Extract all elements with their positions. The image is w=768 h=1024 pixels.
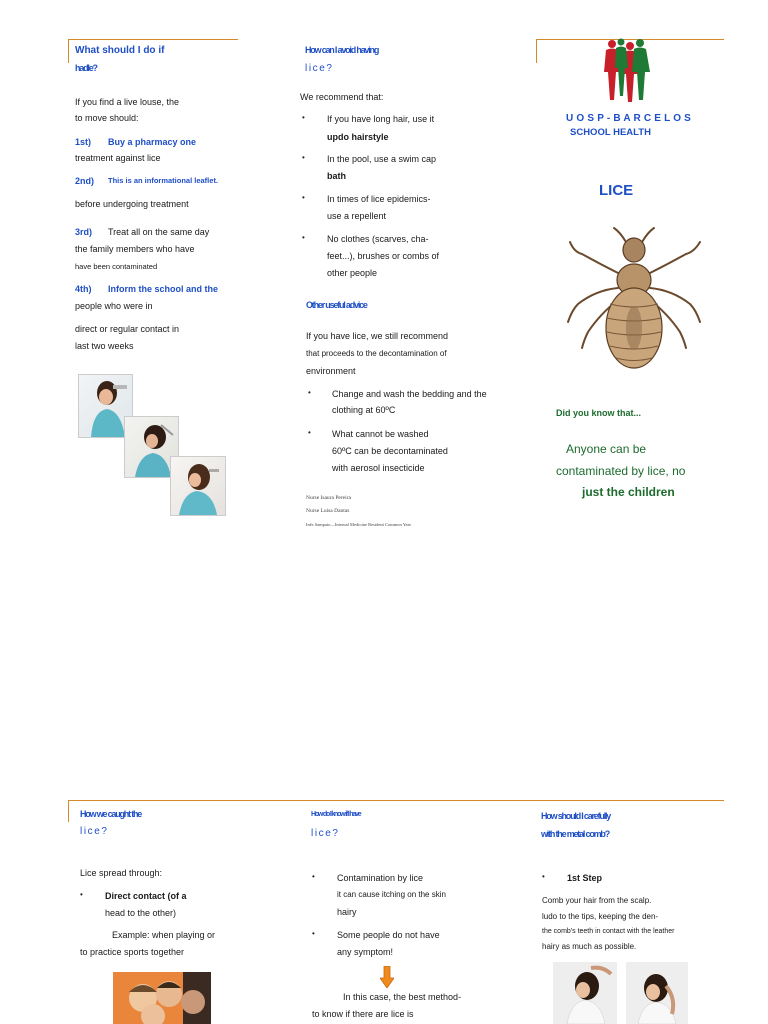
fact-line: just the children <box>582 485 675 499</box>
paragraph-line: the comb's teeth in contact with the leather <box>542 928 675 935</box>
paragraph-line: to know if there are lice is <box>312 1009 414 1019</box>
uosp-logo-icon <box>598 38 658 104</box>
section-heading-line2: with the metal comb? <box>541 829 610 839</box>
step-number: 3rd) <box>75 227 93 237</box>
step-text-cont: direct or regular contact in <box>75 324 180 334</box>
bullet-text: Direct contact (of a <box>105 891 187 901</box>
bullet-text-cont: any symptom! <box>337 947 394 957</box>
department-name: SCHOOL HEALTH <box>570 127 651 138</box>
accent-rule-vertical <box>68 800 69 822</box>
accent-rule-vertical <box>536 39 537 63</box>
credit-line: Nurse Isaura Pereira <box>306 495 351 501</box>
intro-line: If you find a live louse, the <box>75 97 180 107</box>
step-label: 1st Step <box>567 873 603 883</box>
section-heading-line2: hadle? <box>75 63 97 73</box>
bullet-text-cont: hairy <box>337 907 357 917</box>
step-number: 2nd) <box>75 176 94 186</box>
example-line: Example: when playing or <box>112 930 216 940</box>
bullet-text-cont: it can cause itching on the skin <box>337 890 446 899</box>
bullet-dot: • <box>542 872 545 881</box>
intro-line: to move should: <box>75 113 139 123</box>
step-text-cont: have been contaminated <box>75 262 158 271</box>
section-heading-line2: lice? <box>311 828 340 839</box>
paragraph-line: If you have lice, we still recommend <box>306 331 449 341</box>
section-heading: What should I do if <box>75 45 165 56</box>
section-heading: How can I avoid having <box>305 45 379 55</box>
bullet-text-cont: with aerosol insecticide <box>332 463 425 473</box>
bullet-text: What cannot be washed <box>332 429 429 439</box>
accent-rule <box>68 39 238 40</box>
photo-combing-step-2 <box>626 962 688 1024</box>
sub-heading: Other useful advice <box>306 300 367 310</box>
bullet-text-cont: use a repellent <box>327 211 387 221</box>
bullet-dot: • <box>308 428 311 437</box>
section-heading: How should I carefully <box>541 811 611 821</box>
photo-children-playing <box>113 972 211 1024</box>
step-text: Inform the school and the <box>108 284 219 294</box>
section-heading: How we caught the <box>80 809 142 819</box>
bullet-text: In times of lice epidemics- <box>327 194 431 204</box>
bullet-text-cont: 60ºC can be decontaminated <box>332 446 448 456</box>
bullet-text: No clothes (scarves, cha- <box>327 234 429 244</box>
step-text-cont: people who were in <box>75 301 153 311</box>
bullet-text-cont: feet...), brushes or combs of <box>327 251 440 261</box>
credit-line: Inês Sampaio—Internal Medicine Resident Common Year <box>306 522 411 527</box>
step-text-cont: the family members who have <box>75 244 195 254</box>
section-heading: How do I know if I have <box>311 811 361 818</box>
intro-line: Lice spread through: <box>80 868 163 878</box>
bullet-dot: • <box>302 113 305 122</box>
fact-line: Anyone can be <box>566 442 647 456</box>
photo-girl-combing-3 <box>170 456 226 516</box>
step-text: Treat all on the same day <box>108 227 210 237</box>
credit-line: Nurse Luisa Dantas <box>306 508 350 514</box>
bullet-dot: • <box>308 388 311 397</box>
arrow-down-icon <box>380 966 394 988</box>
step-text-cont: treatment against lice <box>75 153 161 163</box>
example-line: to practice sports together <box>80 947 185 957</box>
bullet-dot: • <box>312 872 315 881</box>
paragraph-line: that proceeds to the decontamination of <box>306 349 447 358</box>
bullet-text-cont: head to the other) <box>105 908 177 918</box>
organization-name: U O S P - B A R C E L O S <box>566 113 692 124</box>
step-text-cont: last two weeks <box>75 341 134 351</box>
bullet-dot: • <box>302 193 305 202</box>
paragraph-line: In this case, the best method- <box>343 992 462 1002</box>
paragraph-line: environment <box>306 366 356 376</box>
bullet-text: In the pool, use a swim cap <box>327 154 437 164</box>
bullet-dot: • <box>302 233 305 242</box>
step-text: Buy a pharmacy one <box>108 137 197 147</box>
leaflet-title: LICE <box>599 182 634 199</box>
accent-rule <box>68 800 724 801</box>
bullet-text-cont: bath <box>327 171 346 181</box>
bullet-dot: • <box>312 929 315 938</box>
bullet-text-cont: other people <box>327 268 378 278</box>
step-text: This is an informational leaflet. <box>108 176 219 185</box>
step-text-cont: before undergoing treatment <box>75 199 189 209</box>
louse-illustration-icon <box>560 224 708 374</box>
intro-line: We recommend that: <box>300 92 384 102</box>
step-number: 4th) <box>75 284 92 294</box>
paragraph-line: Comb your hair from the scalp. <box>542 896 652 905</box>
bullet-text-cont: updo hairstyle <box>327 132 389 142</box>
paragraph-line: ludo to the tips, keeping the den- <box>542 912 659 921</box>
accent-rule-vertical <box>68 39 69 63</box>
section-heading-line2: lice? <box>80 826 109 837</box>
bullet-text: If you have long hair, use it <box>327 114 435 124</box>
bullet-text: Contamination by lice <box>337 873 424 883</box>
paragraph-line: hairy as much as possible. <box>542 942 637 951</box>
bullet-text: Change and wash the bedding and the <box>332 389 487 399</box>
bullet-text-cont: clothing at 60ºC <box>332 405 396 415</box>
bullet-dot: • <box>80 890 83 899</box>
bullet-dot: • <box>302 153 305 162</box>
fact-line: contaminated by lice, no <box>556 464 686 478</box>
section-heading-line2: lice? <box>305 63 334 74</box>
step-number: 1st) <box>75 137 92 147</box>
did-you-know-heading: Did you know that... <box>556 408 641 418</box>
bullet-text: Some people do not have <box>337 930 440 940</box>
photo-combing-step-1 <box>553 962 617 1024</box>
